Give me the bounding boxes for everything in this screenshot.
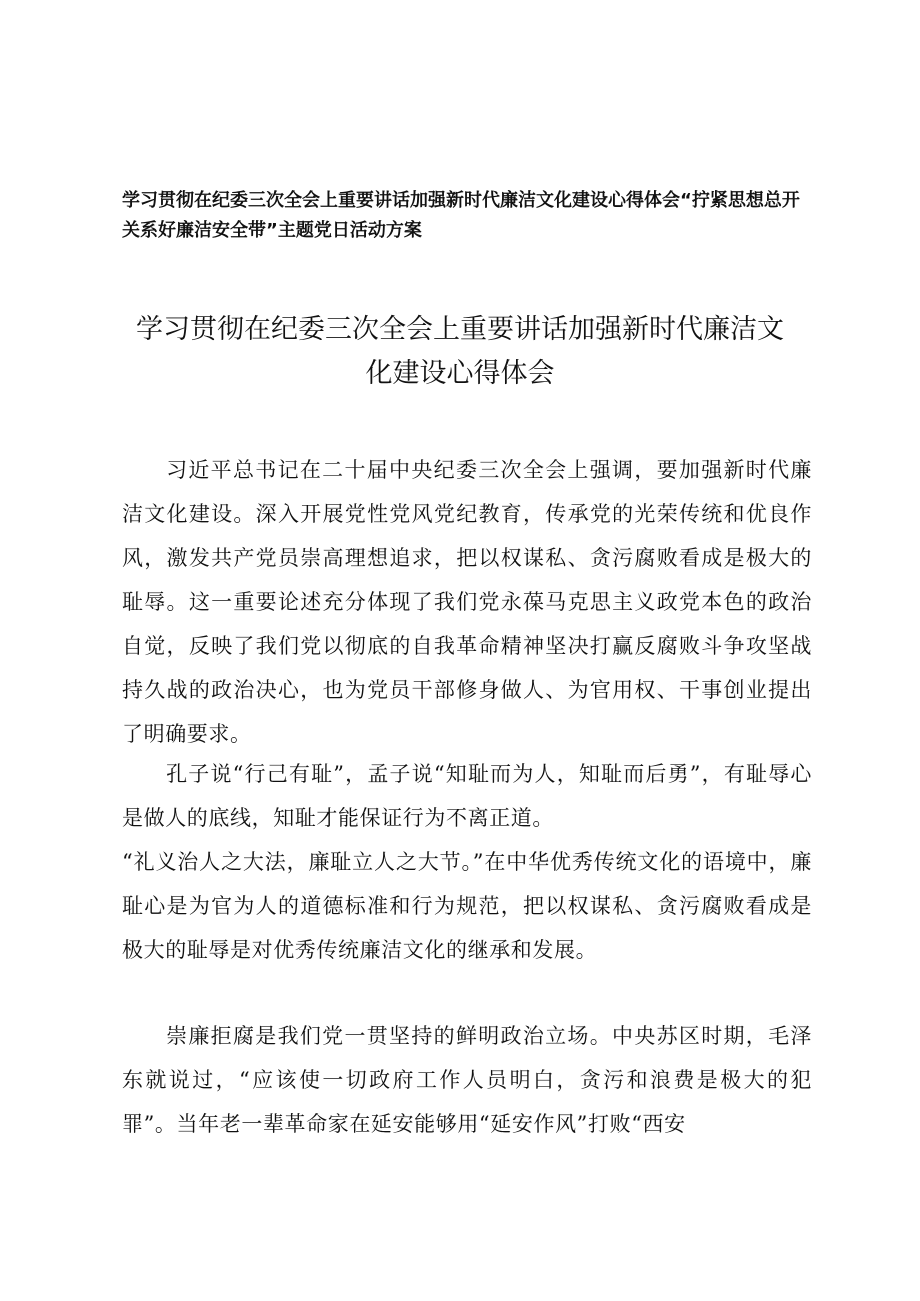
document-header: 学习贯彻在纪委三次全会上重要讲话加强新时代廉洁文化建设心得体会“拧紧思想总开关系好廉洁安全带”主题党日活动方案 bbox=[122, 190, 800, 241]
document-title-line-2: 化建设心得体会 bbox=[365, 358, 555, 389]
body-paragraph-3: “礼义治人之大法，廉耻立人之大节。”在中华优秀传统文化的语境中，廉耻心是为官为人的道德标准和行为规范，把以权谋私、贪污腐败看成是极大的耻辱是对优秀传统廉洁文化的继承和发展。 bbox=[122, 850, 812, 962]
body-paragraph-1: 习近平总书记在二十届中央纪委三次全会上强调，要加强新时代廉洁文化建设。深入开展党性党风党纪教育，传承党的光荣传统和优良作风，激发共产党员崇高理想追求，把以权谋私、贪污腐败看成是极大的耻辱。这一重要论述充分体现了我们党永葆马克思主义政党本色的政治自觉，反映了我们党以彻底的自我革命精神坚决打赢反腐败斗争攻坚战持久战的政治决心，也为党员干部修身做人、为官用权、干事创业提出了明确要求。 bbox=[122, 458, 812, 746]
body-paragraph-2: 孔子说“行己有耻”，孟子说“知耻而为人，知耻而后勇”，有耻辱心是做人的底线，知耻才能保证行为不离正道。 bbox=[122, 762, 812, 830]
document-title bbox=[120, 308, 800, 396]
body-paragraph-4: 崇廉拒腐是我们党一贯坚持的鲜明政治立场。中央苏区时期，毛泽东就说过，“应该使一切政府工作人员明白，贪污和浪费是极大的犯罪”。当年老一辈革命家在延安能够用“延安作风”打败“西安 bbox=[122, 1024, 812, 1136]
document-title-line-1: 学习贯彻在纪委三次全会上重要讲话加强新时代廉洁文 bbox=[136, 314, 784, 345]
